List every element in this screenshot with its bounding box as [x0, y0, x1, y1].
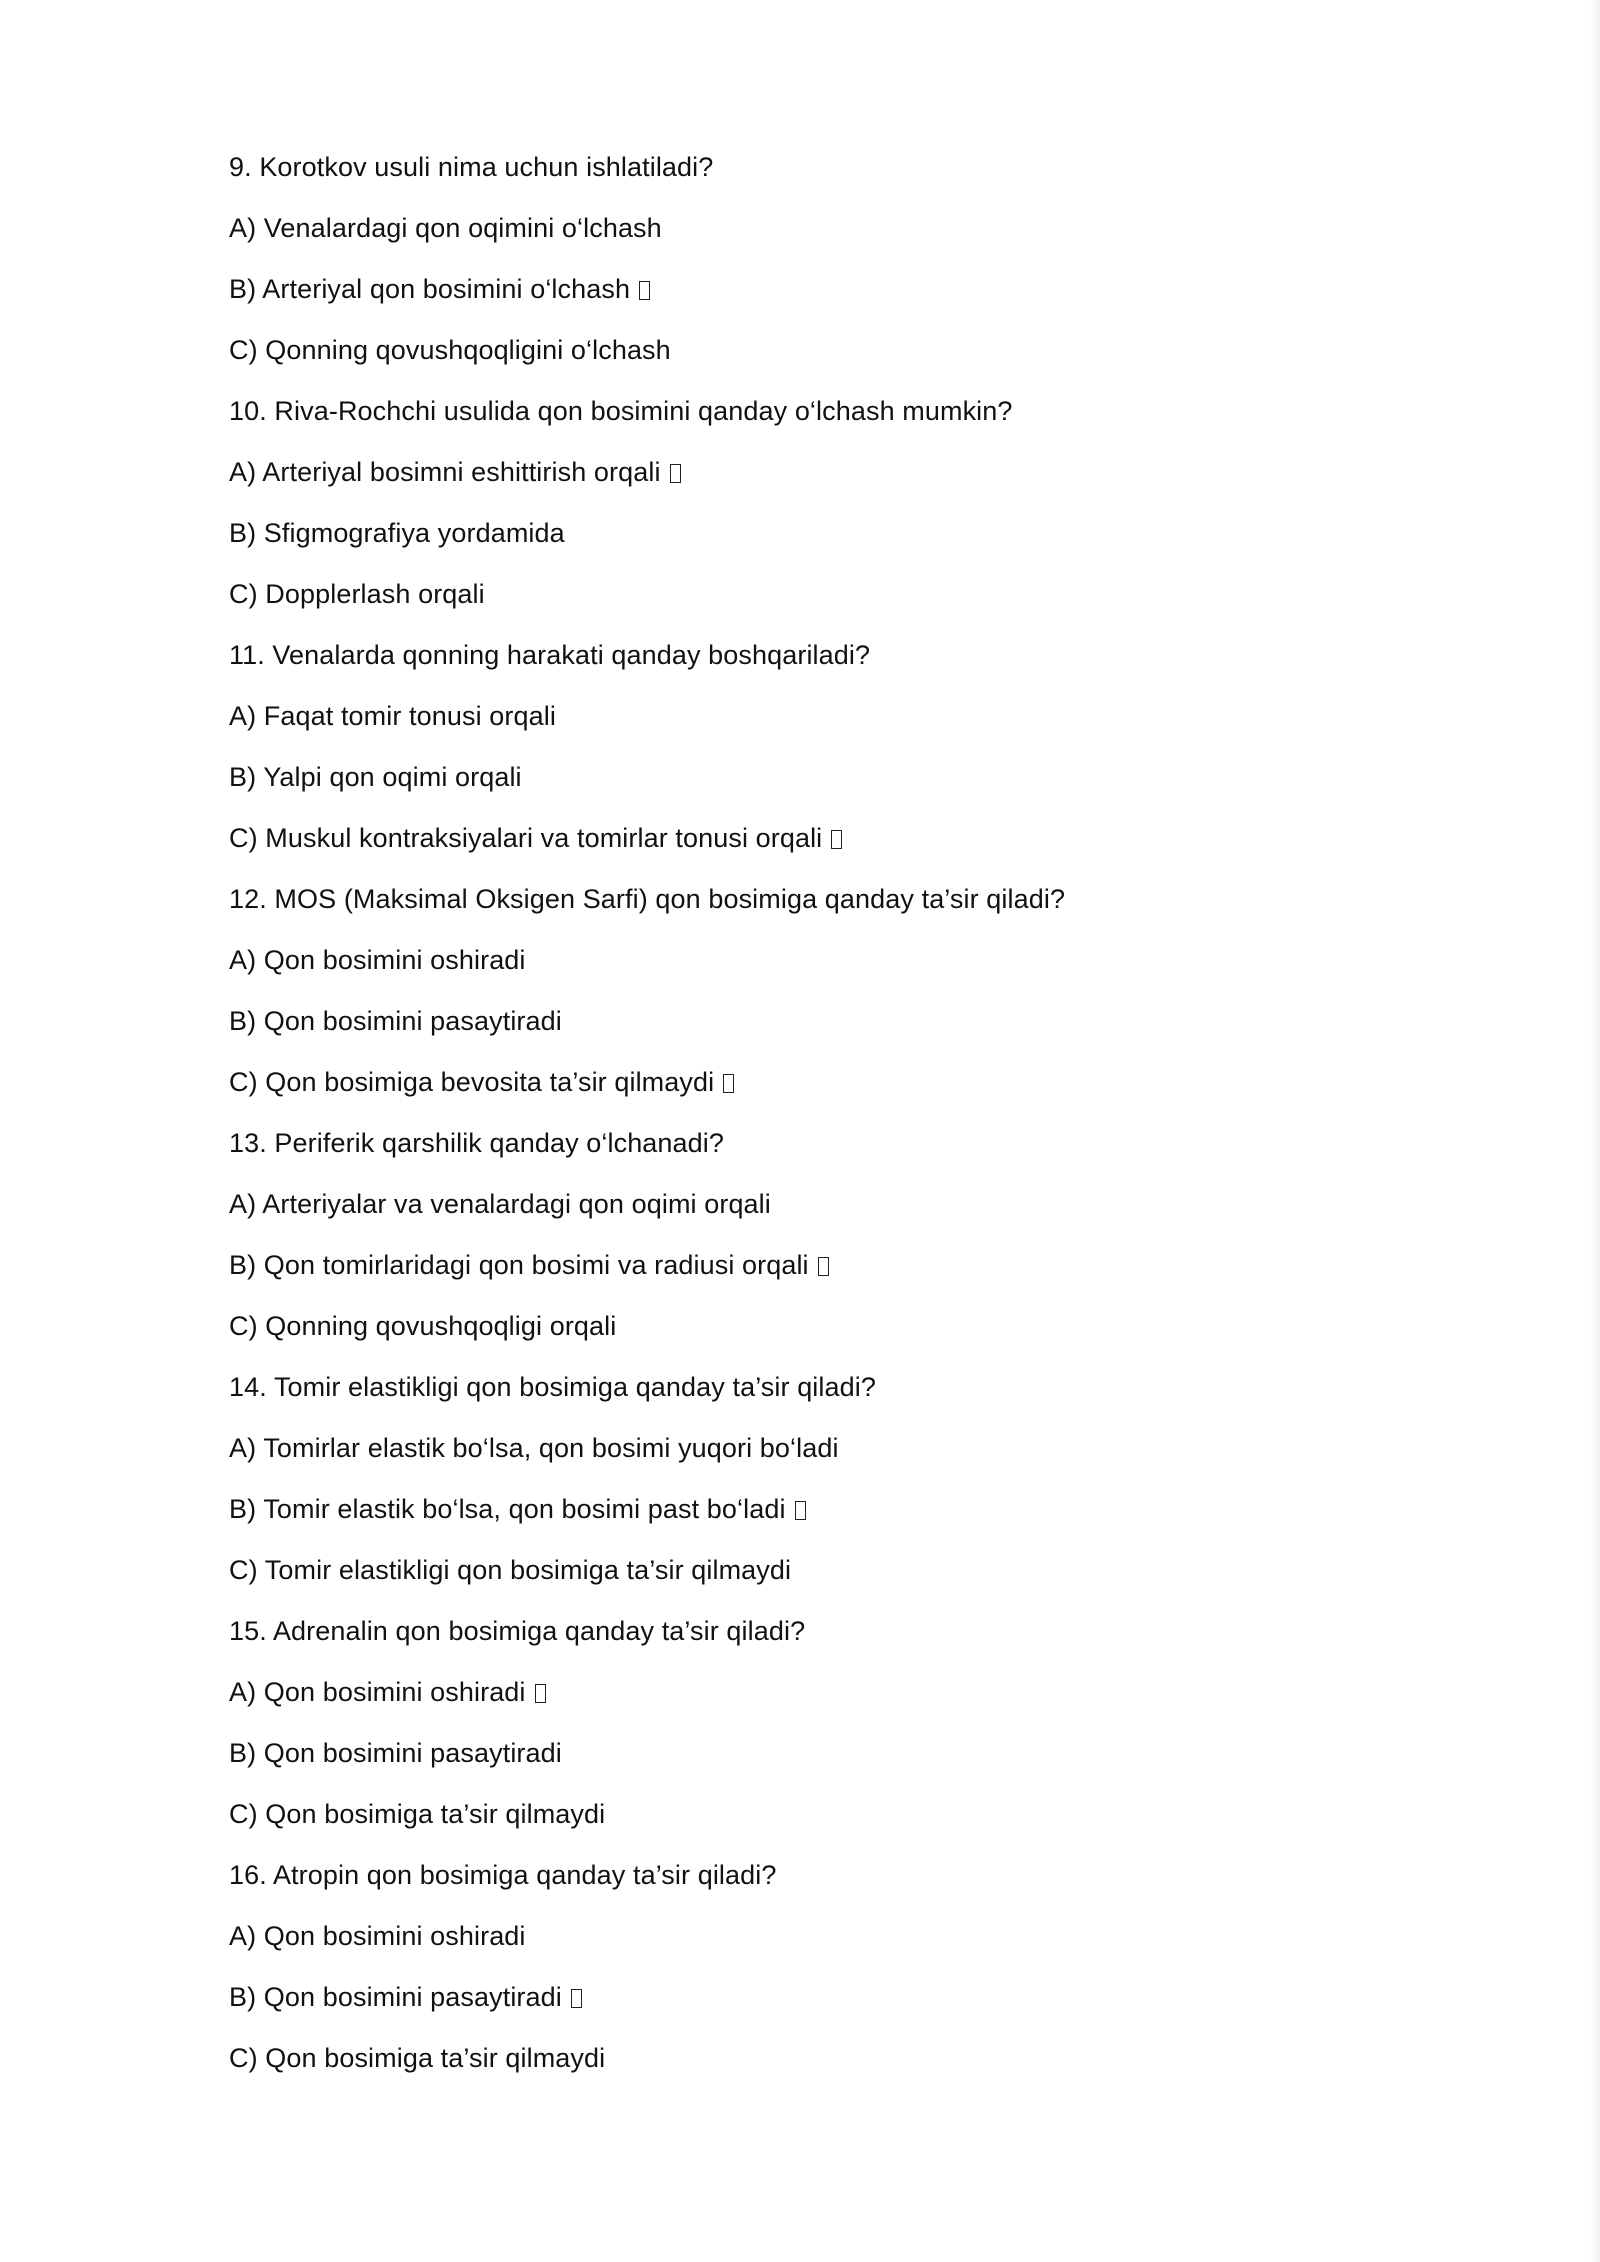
option-text: A) Venalardagi qon oqimini o‘lchash — [229, 213, 662, 243]
option-text: B) Sfigmografiya yordamida — [229, 518, 565, 548]
answer-option — [229, 1797, 1429, 1831]
option-text: A) Qon bosimini oshiradi — [229, 945, 526, 975]
correct-answer-mark-icon — [670, 464, 681, 483]
question-text: 13. Periferik qarshilik qanday o‘lchanadi? — [229, 1128, 724, 1158]
option-text: A) Qon bosimini oshiradi — [229, 1921, 526, 1951]
correct-answer-mark-icon — [535, 1684, 546, 1703]
answer-option — [229, 211, 1429, 245]
question-text: 15. Adrenalin qon bosimiga qanday ta’sir qiladi? — [229, 1616, 806, 1646]
correct-answer-mark-icon — [571, 1989, 582, 2008]
correct-answer-mark-icon — [723, 1074, 734, 1093]
question-text: 9. Korotkov usuli nima uchun ishlatiladi? — [229, 152, 714, 182]
answer-option — [229, 1919, 1429, 1953]
answer-option — [229, 577, 1429, 611]
answer-option — [229, 1004, 1429, 1038]
answer-option — [229, 333, 1429, 367]
answer-option — [229, 943, 1429, 977]
correct-answer-mark-icon — [639, 281, 650, 300]
option-text: B) Tomir elastik bo‘lsa, qon bosimi past bo‘ladi — [229, 1494, 786, 1524]
answer-option — [229, 455, 1429, 489]
answer-option — [229, 2041, 1429, 2075]
answer-option — [229, 760, 1429, 794]
option-text: A) Faqat tomir tonusi orqali — [229, 701, 556, 731]
option-text: B) Qon bosimini pasaytiradi — [229, 1006, 562, 1036]
answer-option — [229, 516, 1429, 550]
option-text: A) Qon bosimini oshiradi — [229, 1677, 526, 1707]
answer-option — [229, 1431, 1429, 1465]
page-edge-shadow — [1590, 0, 1600, 2262]
answer-option — [229, 1736, 1429, 1770]
question-text: 10. Riva-Rochchi usulida qon bosimini qanday o‘lchash mumkin? — [229, 396, 1013, 426]
option-text: C) Dopplerlash orqali — [229, 579, 485, 609]
option-text: C) Qon bosimiga ta’sir qilmaydi — [229, 2043, 606, 2073]
option-text: A) Tomirlar elastik bo‘lsa, qon bosimi yuqori bo‘ladi — [229, 1433, 839, 1463]
answer-option — [229, 1675, 1429, 1709]
answer-option — [229, 1065, 1429, 1099]
option-text: A) Arteriyalar va venalardagi qon oqimi orqali — [229, 1189, 771, 1219]
option-text: A) Arteriyal bosimni eshittirish orqali — [229, 457, 661, 487]
answer-option — [229, 1248, 1429, 1282]
answer-option — [229, 1309, 1429, 1343]
answer-option — [229, 699, 1429, 733]
question-text: 11. Venalarda qonning harakati qanday boshqariladi? — [229, 640, 871, 670]
option-text: C) Tomir elastikligi qon bosimiga ta’sir qilmaydi — [229, 1555, 792, 1585]
answer-option — [229, 1492, 1429, 1526]
option-text: B) Arteriyal qon bosimini o‘lchash — [229, 274, 631, 304]
question-text: 16. Atropin qon bosimiga qanday ta’sir qiladi? — [229, 1860, 777, 1890]
correct-answer-mark-icon — [795, 1501, 806, 1520]
option-text: B) Yalpi qon oqimi orqali — [229, 762, 522, 792]
question-text: 14. Tomir elastikligi qon bosimiga qanday ta’sir qiladi? — [229, 1372, 876, 1402]
question-list — [229, 150, 1429, 2102]
option-text: C) Qon bosimiga bevosita ta’sir qilmaydi — [229, 1067, 715, 1097]
correct-answer-mark-icon — [831, 830, 842, 849]
answer-option — [229, 1980, 1429, 2014]
answer-option — [229, 1553, 1429, 1587]
option-text: B) Qon tomirlaridagi qon bosimi va radiusi orqali — [229, 1250, 809, 1280]
option-text: C) Qon bosimiga ta’sir qilmaydi — [229, 1799, 606, 1829]
option-text: B) Qon bosimini pasaytiradi — [229, 1738, 562, 1768]
question-text: 12. MOS (Maksimal Oksigen Sarfi) qon bosimiga qanday ta’sir qiladi? — [229, 884, 1066, 914]
option-text: C) Muskul kontraksiyalari va tomirlar tonusi orqali — [229, 823, 823, 853]
option-text: C) Qonning qovushqoqligi orqali — [229, 1311, 617, 1341]
correct-answer-mark-icon — [818, 1257, 829, 1276]
option-text: C) Qonning qovushqoqligini o‘lchash — [229, 335, 671, 365]
answer-option — [229, 821, 1429, 855]
answer-option — [229, 272, 1429, 306]
answer-option — [229, 1187, 1429, 1221]
option-text: B) Qon bosimini pasaytiradi — [229, 1982, 562, 2012]
